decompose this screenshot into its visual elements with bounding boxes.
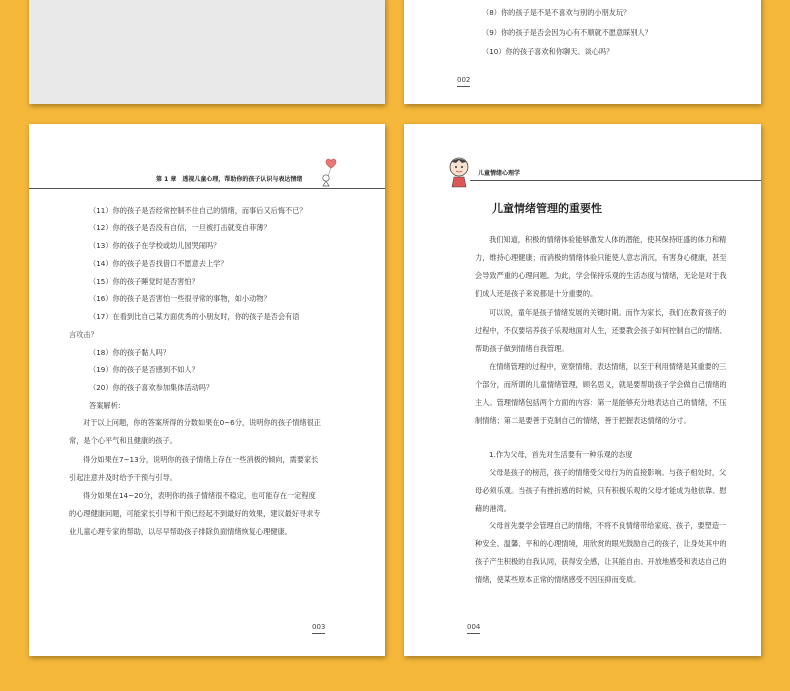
question-item: （15）你的孩子睡觉时是否害怕？ bbox=[89, 277, 199, 286]
section-title: 儿童情绪管理的重要性 bbox=[492, 202, 602, 215]
body-paragraph: 父母是孩子的榜范，孩子的情绪受父母行为的直接影响。与孩子相处时，父母必须乐观。当孩子有挫折感的时候，只有积极乐观的父母才能成为他依靠、慰藉的港湾。 bbox=[475, 468, 727, 513]
question-item: （18）你的孩子黏人吗？ bbox=[89, 348, 171, 357]
page-002 bbox=[404, 0, 761, 104]
question-item-continued: 言攻击？ bbox=[69, 330, 98, 339]
body-paragraph: 可以说，童年是孩子情绪发展的关键时期。而作为家长，我们在教育孩子的过程中，不仅要培养孩子乐观地面对人生，还要教会孩子如何控制自己的情绪、帮助孩子做到情绪自我管理。 bbox=[475, 308, 727, 353]
page-004 bbox=[404, 124, 761, 656]
answer-heading: 答案解析： bbox=[89, 401, 125, 410]
book-header: 儿童情绪心理学 bbox=[478, 170, 521, 177]
answer-paragraph: 得分如果在7~13分，说明你的孩子情绪上存在一些消极的倾向，需要家长引起注意并及时给予干预与引导。 bbox=[69, 455, 319, 482]
blank-page bbox=[29, 0, 385, 104]
page-number: 004 bbox=[467, 623, 480, 634]
boy-face-icon bbox=[446, 154, 472, 188]
page-number: 003 bbox=[312, 623, 325, 634]
page-003 bbox=[29, 124, 385, 656]
body-paragraph: 在情绪管理的过程中，宽察情绪、表达情绪，以至于利用情绪是其重要的三个部分，而所谓的儿童情绪管理，顾名思义，就是要帮助孩子学会做自己情绪的主人。管理情绪包括两个方面的内容：第一是能够充分地表达自己的情绪，不压制情绪；第二是要善于克制自己的情绪，善于把握表达情绪的分寸。 bbox=[475, 362, 727, 425]
question-item: （12）你的孩子是否没有自信，一旦被打击就变自菲薄？ bbox=[89, 223, 271, 232]
girl-with-heart-balloon-icon bbox=[317, 156, 341, 188]
question-list bbox=[482, 8, 652, 67]
answer-paragraph: 得分如果在14~20分，表明你的孩子情绪很不稳定，也可能存在一定程度的心理健康问题，可能家长引导和干预已经起不到最好的效果，建议最好寻求专业儿童心理专家的帮助，以尽早帮助孩子排除负面情绪恢复心理健康。 bbox=[69, 491, 321, 536]
question-item: （14）你的孩子是否找借口不愿意去上学？ bbox=[89, 259, 228, 268]
header-rule bbox=[470, 180, 761, 181]
question-item: （20）你的孩子喜欢参加集体活动吗？ bbox=[89, 383, 214, 392]
question-item: （11）你的孩子是否经常控制不住自己的情绪，而事后又后悔不已？ bbox=[89, 206, 307, 215]
question-item: （13）你的孩子在学校或幼儿园哭闹吗？ bbox=[89, 241, 221, 250]
question-item: （19）你的孩子是否感到不如人？ bbox=[89, 365, 199, 374]
answer-paragraph: 对于以上问题，你的答案所得的分数如果在0~6分，说明你的孩子情绪很正常，是个心平气和且健康的孩子。 bbox=[69, 418, 321, 445]
page-number: 002 bbox=[457, 76, 470, 87]
header-rule bbox=[29, 188, 385, 189]
question-item: （8）你的孩子是不是不喜欢与别的小朋友玩？ bbox=[482, 8, 631, 17]
question-item: （16）你的孩子是否害怕一些很寻常的事物，如小动物？ bbox=[89, 294, 271, 303]
subsection-heading: 1.作为父母，首先对生活要有一种乐观的态度 bbox=[489, 450, 633, 459]
chapter-header: 第 1 章 透视儿童心理，帮助你的孩子认识与表达情绪 bbox=[156, 176, 303, 183]
body-paragraph: 父母首先要学会管理自己的情绪，不将不良情绪带给家庭、孩子，要塑造一种安全、温馨、平和的心理情境，用欣赏的眼光鼓励自己的孩子，让身处其中的孩子产生积极的自我认同，获得安全感，让其能自由、开放地感受和表达自己的情绪，使某些原本正常的情绪感受不因压抑而变质。 bbox=[475, 521, 727, 584]
question-item: （17）在看到比自己某方面优秀的小朋友时，你的孩子是否会有语 bbox=[89, 312, 300, 321]
body-paragraph: 我们知道，积极的情绪体验能够激发人体的潜能，使其保持旺盛的体力和精力，维持心理健康；而消极的情绪体验只能使人意志消沉，有害身心健康，甚至会导致严重的心理问题。为此，学会保持乐观的生活态度与情绪，无论是对于我们成人还是孩子来说都是十分重要的。 bbox=[475, 235, 727, 298]
question-item: （9）你的孩子是否会因为心有不顺就不愿意睬别人？ bbox=[482, 27, 652, 37]
question-item: （10）你的孩子喜欢和你聊天、谈心吗？ bbox=[482, 47, 614, 56]
